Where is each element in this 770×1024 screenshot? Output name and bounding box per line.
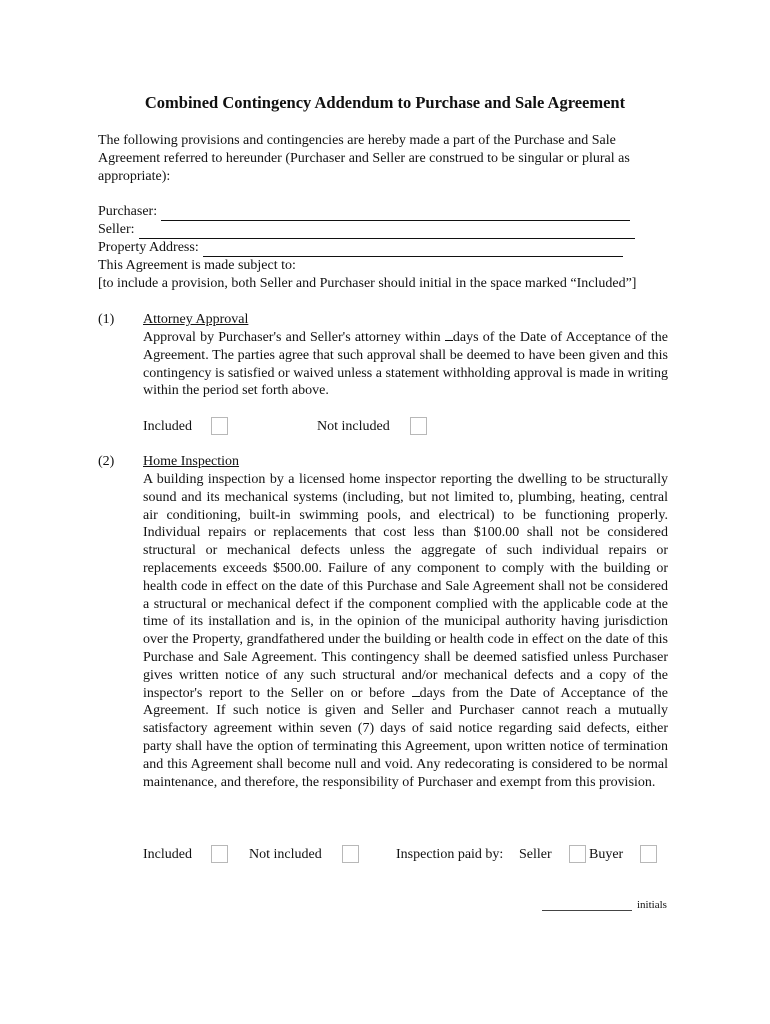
property-address-field xyxy=(98,239,623,257)
paid-by-buyer-label: Buyer xyxy=(589,847,624,862)
seller-input-line[interactable] xyxy=(139,226,635,239)
section-1-not-included-checkbox[interactable] xyxy=(410,417,427,435)
section-2-body xyxy=(143,471,668,791)
initials-label: initials xyxy=(637,899,667,911)
section-1-included-checkbox[interactable] xyxy=(211,417,228,435)
section-1-title: Attorney Approval xyxy=(143,312,249,327)
section-2-text-a: A building inspection by a licensed home inspector reporting the dwelling to be structurally sound and its mechanical systems (including, but not limited to, plumbing, heating, central air conditioning, built-in swimming pools, and electrical) to be functioning properly. Individual repairs or replacements that cost less than $100.00 shall not be considered structural or mechanical defects unless the aggregate of such individual repairs or replacements exceeds $500.00. Failure of any component to comply with the building or health code in effect on the date of this Purchase and Sale Agreement shall not be considered a structural or mechanical defect if the component complied with the applicable code at the time of its installation and is, in the opinion of the municipal authority having jurisdiction over the Property, grandfathered under the building or health code in effect on the date of this Purchase and Sale Agreement. This contingency shall be deemed satisfied unless Purchaser gives written notice of any such structural and/or mechanical defects and a copy of the inspector's report to the Seller on or before xyxy=(143,472,668,701)
section-1-text-b: days of the Date of Acceptance of the Agreement. The parties agree that such approval shall be deemed to have been given and this contingency is satisfied or waived unless a statement withholding approval is made in writing within the period set forth above. xyxy=(143,330,668,399)
paid-by-buyer-checkbox[interactable] xyxy=(640,845,657,863)
inspection-paid-by-label: Inspection paid by: xyxy=(396,847,504,862)
section-1-included-label: Included xyxy=(143,419,192,434)
section-1-number: (1) xyxy=(98,312,115,327)
purchaser-input-line[interactable] xyxy=(161,208,630,221)
instruction-line: [to include a provision, both Seller and Purchaser should initial in the space marked “Included”] xyxy=(98,276,637,291)
section-2-title: Home Inspection xyxy=(143,454,240,469)
paid-by-seller-label: Seller xyxy=(519,847,552,862)
property-address-label: Property Address: xyxy=(98,240,199,255)
purchaser-field xyxy=(98,203,630,221)
initials-line[interactable] xyxy=(542,910,632,911)
section-2-included-checkbox[interactable] xyxy=(211,845,228,863)
section-2-included-label: Included xyxy=(143,847,192,862)
section-1-text-a: Approval by Purchaser's and Seller's attorney within xyxy=(143,330,445,345)
section-2-not-included-label: Not included xyxy=(249,847,322,862)
document-title: Combined Contingency Addendum to Purchase and Sale Agreement xyxy=(144,93,626,112)
seller-label: Seller: xyxy=(98,222,135,237)
intro-paragraph: The following provisions and contingencies are hereby made a part of the Purchase and Sale Agreement referred to hereunder (Purchaser and Seller are construed to be singular or plural as appropriate): xyxy=(98,133,630,184)
section-1-body xyxy=(143,329,668,400)
section-2-days-blank[interactable] xyxy=(412,685,420,697)
section-1-days-blank[interactable] xyxy=(445,329,453,341)
section-2-not-included-checkbox[interactable] xyxy=(342,845,359,863)
section-2-text-b: days from the Date of Acceptance of the Agreement. If such notice is given and Seller and Purchaser cannot reach a mutually satisfactory agreement within seven (7) days of said notice regarding said defects, either party shall have the option of terminating this Agreement, upon written notice of termination and this Agreement shall become null and void. Any redecorating is considered to be normal maintenance, and therefore, the responsibility of Purchaser and exempt from this provision. xyxy=(143,685,668,790)
property-address-input-line[interactable] xyxy=(203,244,623,257)
paid-by-seller-checkbox[interactable] xyxy=(569,845,586,863)
section-1-not-included-label: Not included xyxy=(317,419,390,434)
purchaser-label: Purchaser: xyxy=(98,204,158,219)
section-2-number: (2) xyxy=(98,454,115,469)
subject-line: This Agreement is made subject to: xyxy=(98,258,296,273)
seller-field xyxy=(98,221,635,239)
